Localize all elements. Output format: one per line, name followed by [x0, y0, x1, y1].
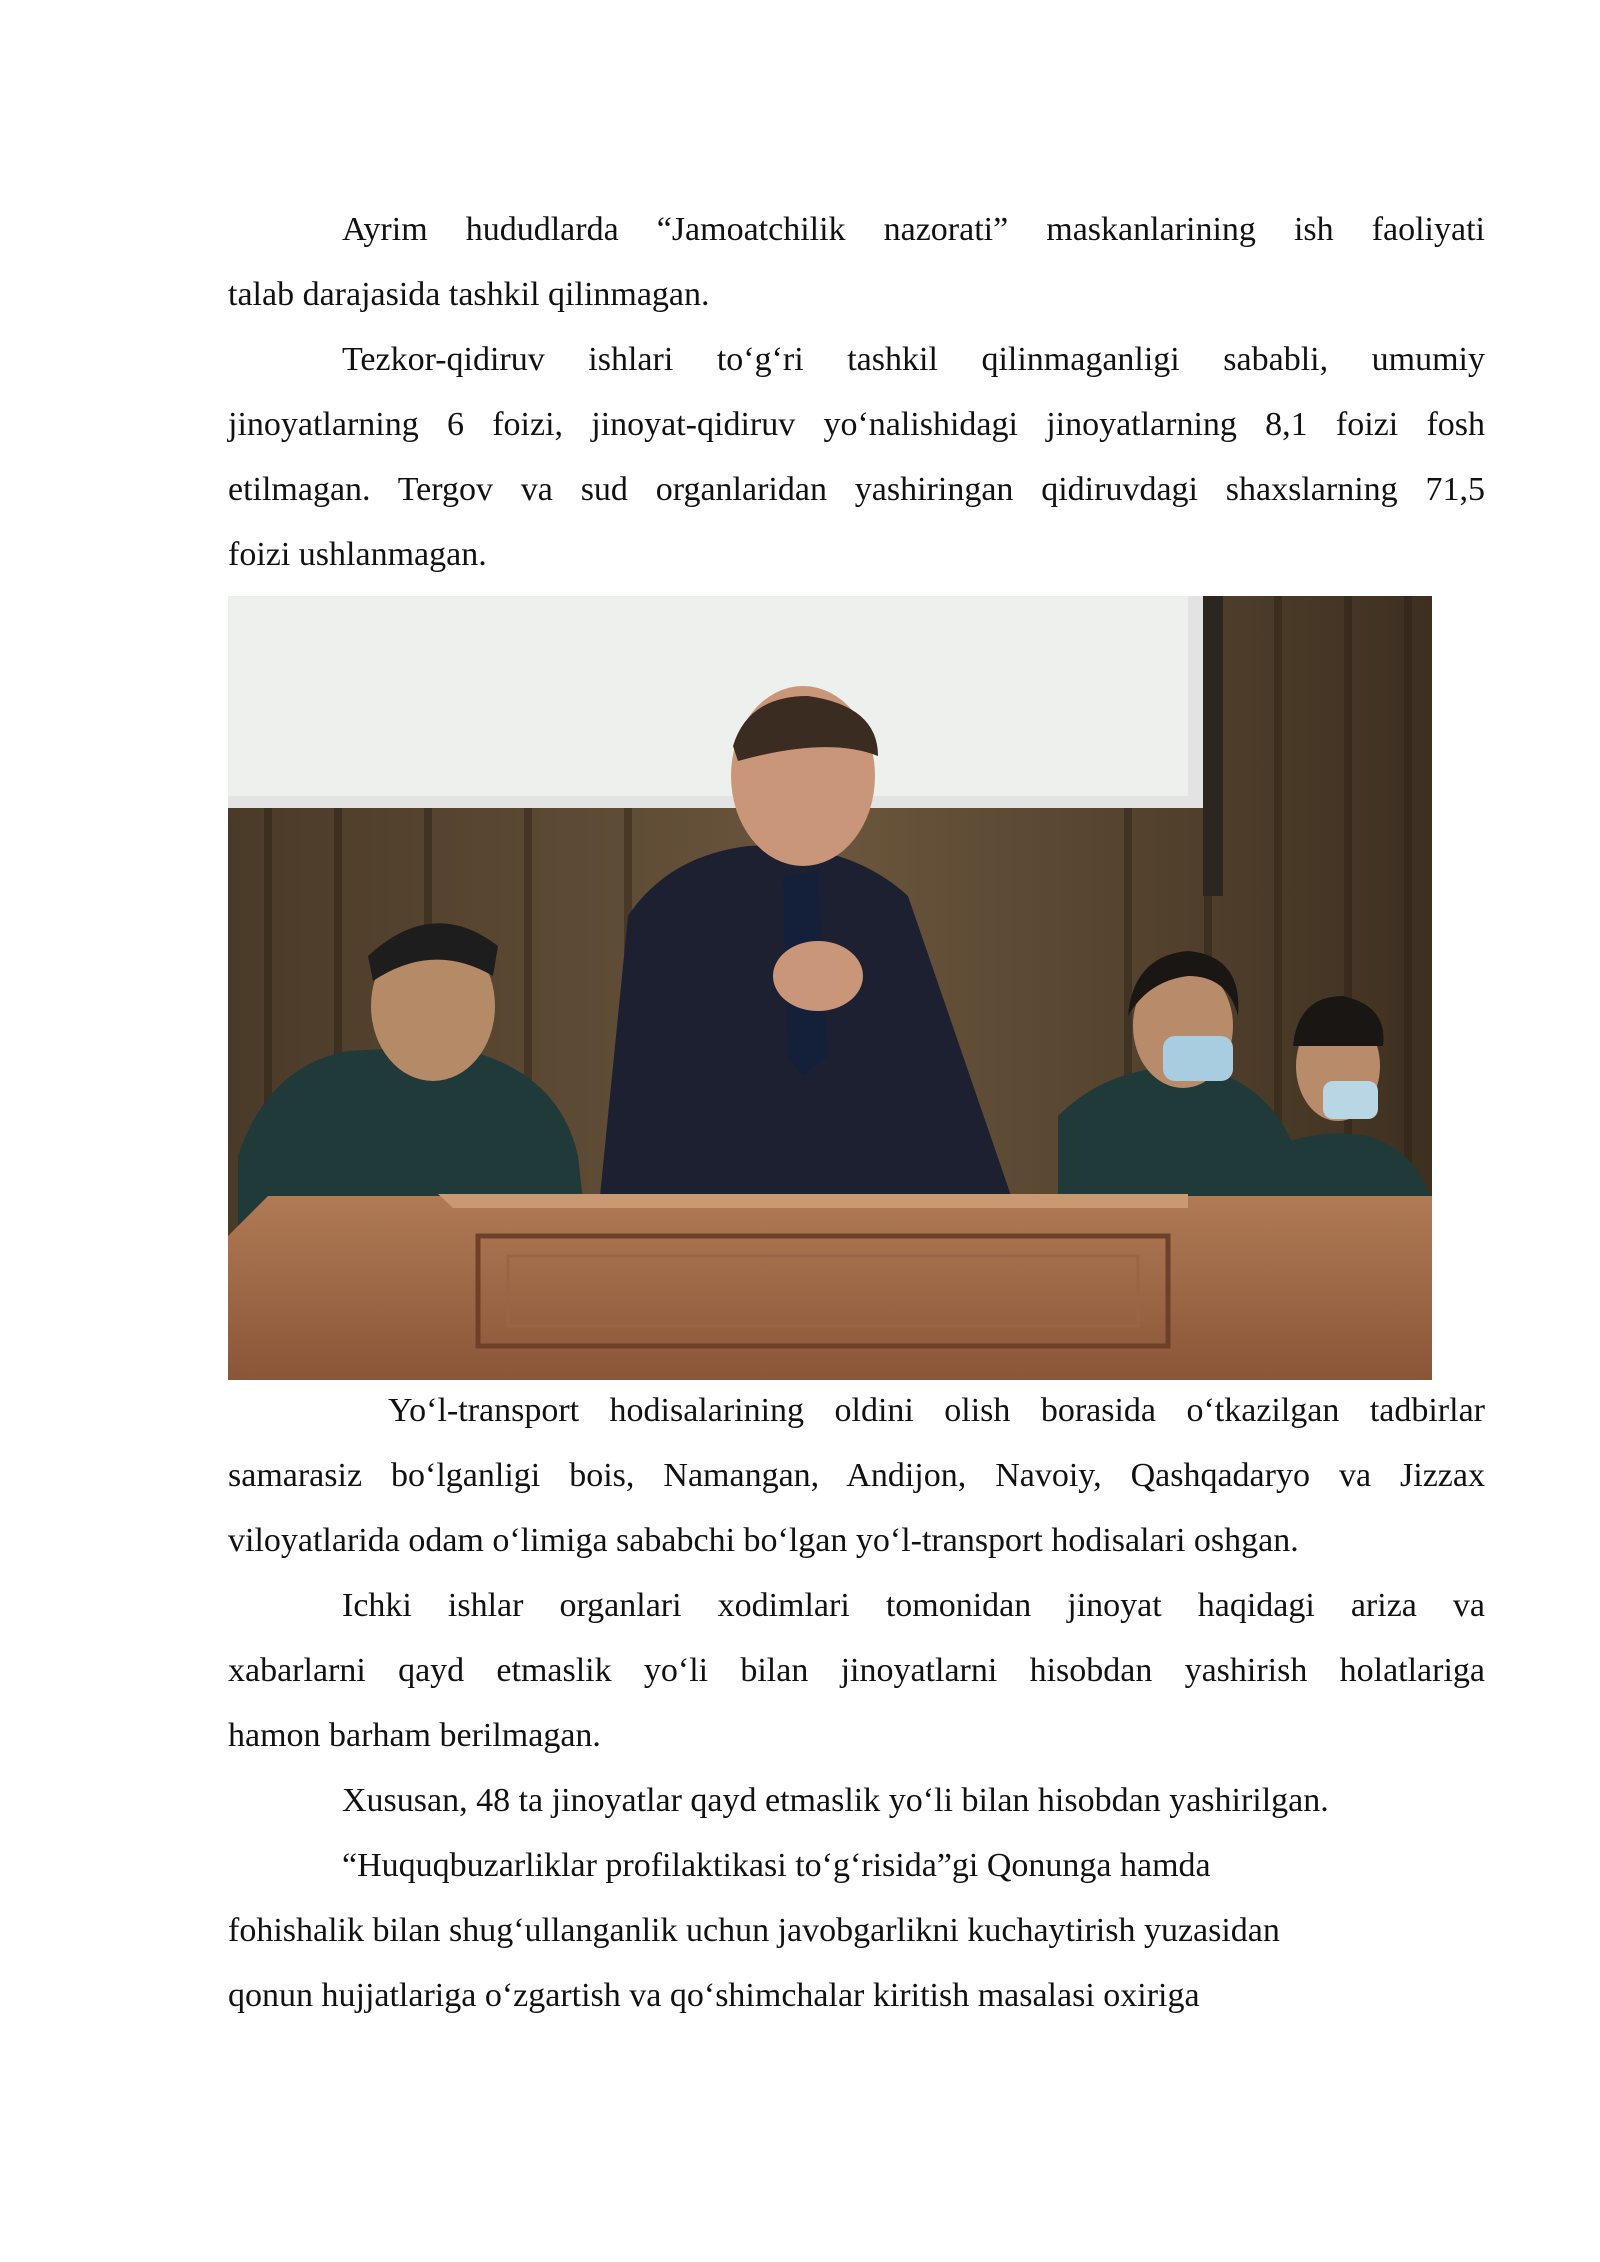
speaker-hand	[773, 941, 863, 1011]
paragraph-5-line-1: Xususan, 48 ta jinoyatlar qayd etmaslik yo‘li bilan hisobdan yashirilgan.	[342, 1782, 1329, 1819]
podium-desk	[228, 1196, 1432, 1380]
top-text	[228, 197, 1485, 587]
meeting-photo	[228, 596, 1432, 1380]
paragraph-3-line-2: samarasiz bo‘lganligi bois, Namangan, Andijon, Navoiy, Qashqadaryo va Jizzax	[228, 1457, 1485, 1494]
paragraph-6-line-3: qonun hujjatlariga o‘zgartish va qo‘shimchalar kiritish masalasi oxiriga	[228, 1977, 1200, 2014]
paragraph-3-line-3: viloyatlarida odam o‘limiga sababchi bo‘lgan yo‘l-transport hodisalari oshgan.	[228, 1522, 1299, 1559]
paragraph-6-line-2: fohishalik bilan shug‘ullanganlik uchun javobgarlikni kuchaytirish yuzasidan	[228, 1912, 1280, 1949]
paragraph-2-line-2: jinoyatlarning 6 foizi, jinoyat-qidiruv yo‘nalishidagi jinoyatlarning 8,1 foizi fosh	[228, 406, 1485, 443]
paragraph-6-line-1: “Huquqbuzarliklar profilaktikasi to‘g‘risida”gi Qonunga hamda	[342, 1847, 1211, 1884]
paragraph-1-line-2: talab darajasida tashkil qilinmagan.	[228, 276, 710, 313]
paragraph-2-line-3: etilmagan. Tergov va sud organlaridan yashiringan qidiruvdagi shaxslarning 71,5	[228, 471, 1485, 508]
paragraph-3-line-1: Yo‘l-transport hodisalarining oldini olish borasida o‘tkazilgan tadbirlar	[388, 1392, 1485, 1429]
paragraph-4-line-2: xabarlarni qayd etmaslik yo‘li bilan jinoyatlarni hisobdan yashirish holatlariga	[228, 1652, 1485, 1689]
paragraph-1-line-1: Ayrim hududlarda “Jamoatchilik nazorati” maskanlarining ish faoliyati	[342, 211, 1485, 248]
paragraph-4-line-3: hamon barham berilmagan.	[228, 1717, 601, 1754]
paragraph-4-line-1: Ichki ishlar organlari xodimlari tomonidan jinoyat haqidagi ariza va	[342, 1587, 1485, 1624]
paragraph-2-line-4: foizi ushlanmagan.	[228, 536, 487, 573]
paragraph-2-line-1: Tezkor-qidiruv ishlari to‘g‘ri tashkil qilinmaganligi sababli, umumiy	[342, 341, 1485, 378]
bottom-text	[228, 1378, 1485, 2028]
